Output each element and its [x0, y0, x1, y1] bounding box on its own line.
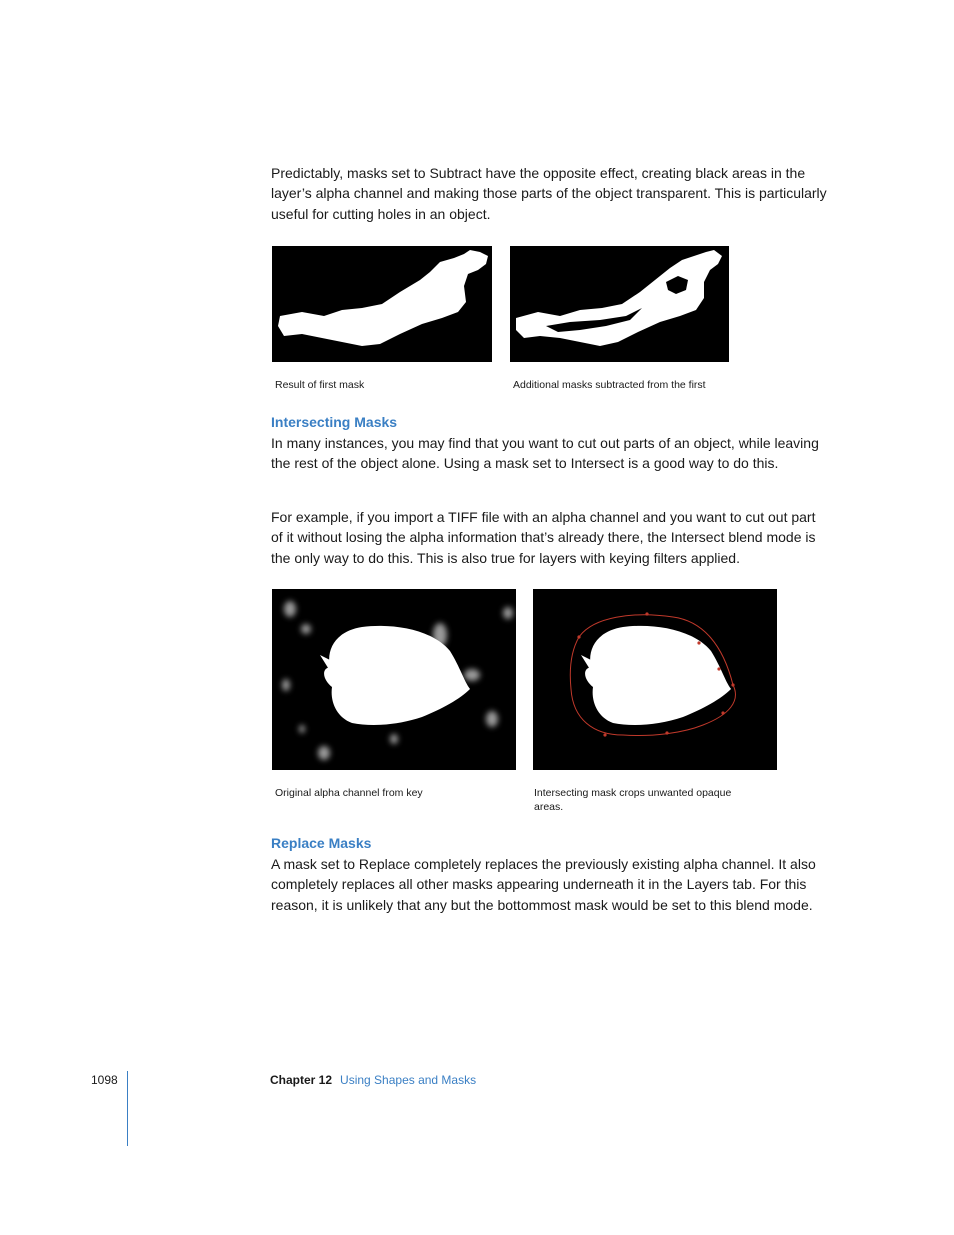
caption-intersecting-mask: Intersecting mask crops unwanted opaque areas.	[534, 787, 732, 813]
footer-chapter	[270, 1073, 476, 1087]
caption-subtracted-masks: Additional masks subtracted from the first	[513, 379, 706, 391]
intro-paragraph: Predictably, masks set to Subtract have the opposite effect, creating black areas in the layer’s alpha channel and making those parts of the object transparent. This is particularly useful for cutting holes in an object.	[271, 165, 827, 222]
caption-first-mask: Result of first mask	[275, 379, 365, 391]
figure-intersecting-mask	[533, 589, 777, 770]
caption-original-alpha: Original alpha channel from key	[275, 787, 423, 799]
chapter-label: Chapter 12	[270, 1073, 333, 1087]
intersect-paragraph-2: For example, if you import a TIFF file with an alpha channel and you want to cut out part of it without losing the alpha information that’s already there, the Intersect blend mode is the only way to do this. This is also true for layers with keying filters applied.	[271, 509, 816, 566]
figure-subtracted-masks	[510, 246, 729, 362]
figure-first-mask	[272, 246, 492, 362]
chapter-title-link[interactable]: Using Shapes and Masks	[340, 1073, 477, 1087]
replace-paragraph-1: A mask set to Replace completely replaces the previously existing alpha channel. It also completely replaces all other masks appearing underneath it in the Layers tab. For this reason, it is unlikely that any but the bottommost mask would be set to this blend mode.	[271, 856, 816, 913]
page-number: 1098	[91, 1073, 118, 1087]
footer-divider	[127, 1071, 128, 1146]
figure-original-alpha	[272, 589, 516, 770]
heading-replace-masks: Replace Masks	[271, 835, 372, 851]
intersect-paragraph-1: In many instances, you may find that you want to cut out parts of an object, while leaving the rest of the object alone. Using a mask set to Intersect is a good way to do this.	[271, 435, 819, 472]
heading-intersecting-masks: Intersecting Masks	[271, 414, 398, 430]
